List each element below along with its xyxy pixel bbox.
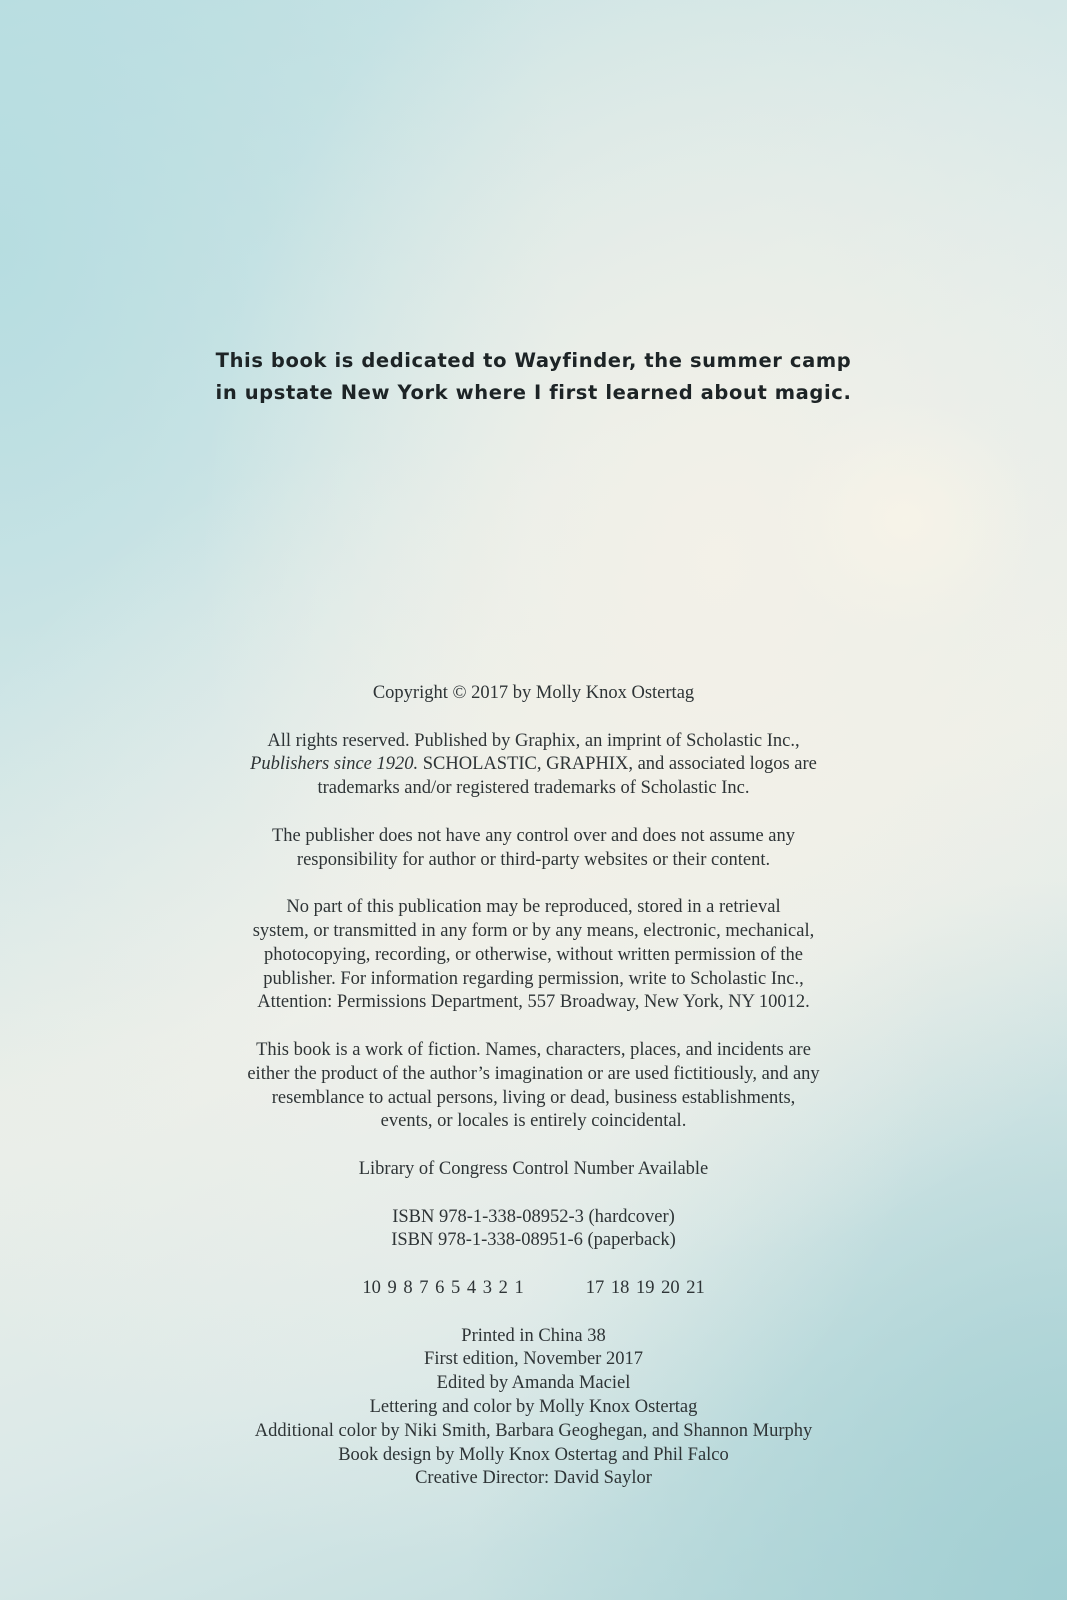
fiction-disclaimer [0, 1039, 1067, 1134]
reproduction-line: Attention: Permissions Department, 557 Broadway, New York, NY 10012. [257, 992, 810, 1013]
library-of-congress [0, 1158, 1067, 1182]
dedication-line: in upstate New York where I first learned about magic. [215, 381, 852, 404]
credit-line: Additional color by Niki Smith, Barbara Geoghegan, and Shannon Murphy [254, 1420, 813, 1441]
disclaimer-line: The publisher does not have any control over and does not assume any [271, 825, 795, 846]
rights-line: All rights reserved. Published by Graphix, an imprint of Scholastic Inc., [267, 730, 800, 751]
publishers-since-text: Publishers since 1920. [250, 754, 419, 775]
rights-line [0, 753, 1067, 777]
print-run-numbers: 10 9 8 7 6 5 4 3 2 1 [362, 1277, 524, 1298]
isbn-line: ISBN 978-1-338-08951-6 (paperback) [391, 1230, 676, 1251]
credit-line: Lettering and color by Molly Knox Ostertag [369, 1396, 698, 1417]
credit-line: Book design by Molly Knox Ostertag and Phil Falco [338, 1444, 729, 1465]
credit-line: Creative Director: David Saylor [415, 1468, 652, 1489]
isbn-line: ISBN 978-1-338-08952-3 (hardcover) [392, 1206, 675, 1227]
printing-line [0, 1277, 1067, 1301]
loc-line: Library of Congress Control Number Available [358, 1158, 709, 1179]
copyright-notice [0, 682, 1067, 706]
fiction-line: either the product of the author’s imagination or are used fictitiously, and any [247, 1063, 820, 1084]
isbn-block [0, 1206, 1067, 1254]
year-numbers: 17 18 19 20 21 [585, 1277, 705, 1298]
printing-numbers [0, 1277, 1067, 1301]
copyright-line: Copyright © 2017 by Molly Knox Ostertag [372, 683, 695, 703]
credit-line: First edition, November 2017 [424, 1349, 643, 1370]
reproduction-line: system, or transmitted in any form or by any means, electronic, mechanical, [252, 920, 815, 941]
rights-paragraph [0, 730, 1067, 801]
fiction-line: events, or locales is entirely coincidental. [380, 1111, 687, 1132]
fiction-line: This book is a work of fiction. Names, characters, places, and incidents are [256, 1039, 811, 1060]
rights-line: trademarks and/or registered trademarks of Scholastic Inc. [317, 778, 750, 799]
dedication [0, 345, 1067, 409]
reproduction-line: photocopying, recording, or otherwise, without written permission of the [264, 944, 803, 965]
publisher-disclaimer [0, 825, 1067, 873]
copyright-block [0, 682, 1067, 1515]
reproduction-notice [0, 896, 1067, 1015]
fiction-line: resemblance to actual persons, living or dead, business establishments, [271, 1087, 796, 1108]
dedication-line: This book is dedicated to Wayfinder, the summer camp [215, 349, 852, 372]
reproduction-line: No part of this publication may be reproduced, stored in a retrieval [286, 897, 781, 918]
credit-line: Edited by Amanda Maciel [436, 1373, 631, 1394]
reproduction-line: publisher. For information regarding permission, write to Scholastic Inc., [263, 968, 804, 989]
disclaimer-line: responsibility for author or third-party websites or their content. [296, 849, 771, 870]
credits [0, 1325, 1067, 1492]
credit-line: Printed in China 38 [461, 1325, 606, 1346]
rights-line-rest: SCHOLASTIC, GRAPHIX, and associated logos are [418, 754, 817, 775]
